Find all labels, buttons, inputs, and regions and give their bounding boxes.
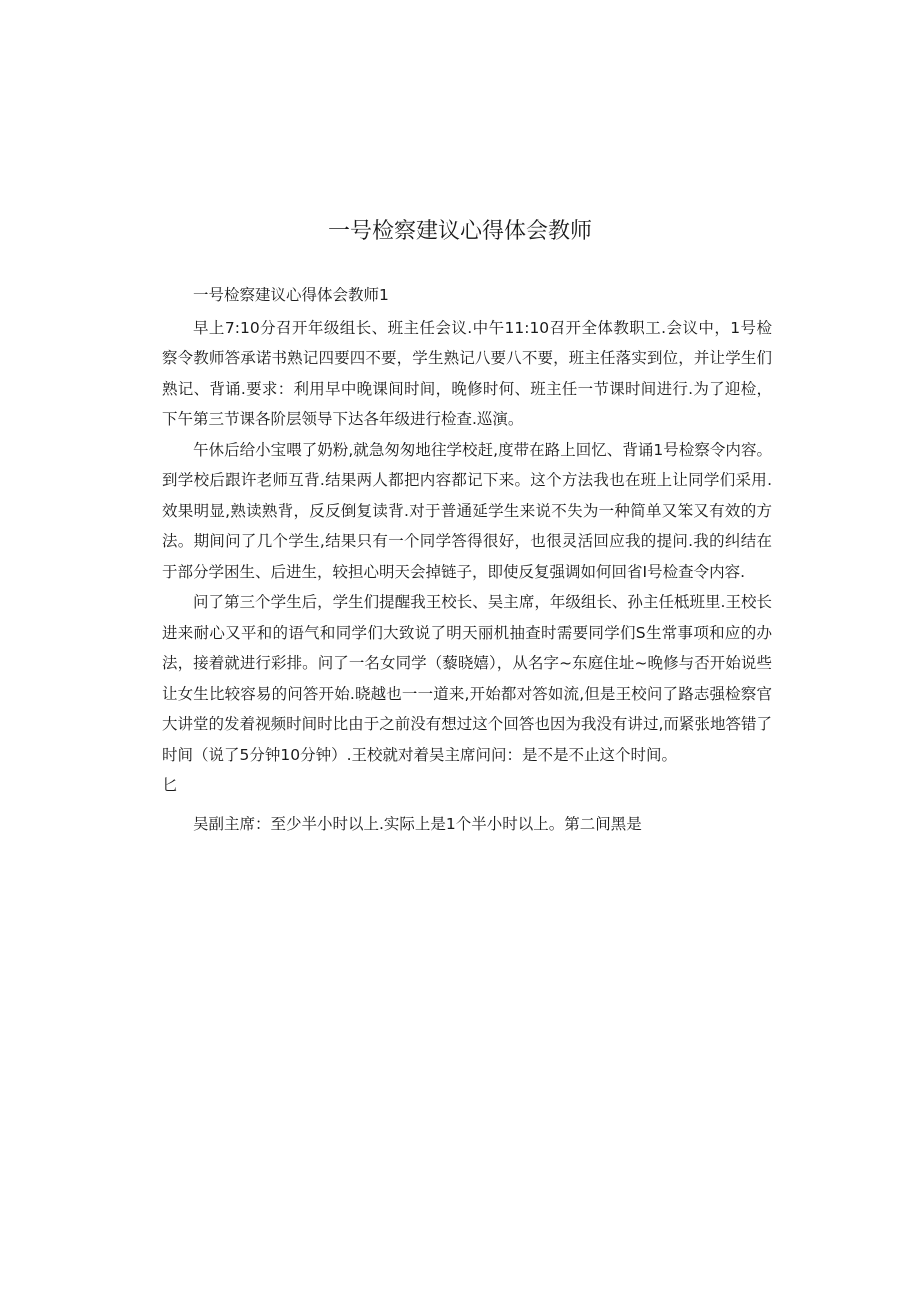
stray-mark: 匕 [162, 776, 178, 794]
paragraph-2: 午休后给小宝喂了奶粉,就急匆匆地往学校赶,度带在路上回忆、背诵1号检察令内容。到学校后跟许老师互背.结果两人都把内容都记下来。这个方法我也在班上让同学们采用.效果明显,熟读熟背，反反倒复读背.对于普通延学生来说不失为一种简单又笨又有效的方法。期间问了几个学生,结果只有一个同学答得很好，也很灵活回应我的提问.我的纠结在于部分学困生、后进生，较担心明天会掉链子，即使反复强调如何回省I号检查令内容. [162, 440, 772, 581]
paragraph-4: 吴副主席：至少半小时以上.实际上是1个半小时以上。第二间黑是 [193, 814, 642, 833]
paragraph-1: 早上7:10分召开年级组长、班主任会议.中午11:10召开全体教职工.会议中，1号检察令教师答承诺书熟记四要四不要，学生熟记八要八不要，班主任落实到位，并让学生们熟记、背诵.要求：利用早中晚课间时间，晚修时何、班主任一节课时间进行.为了迎检，下午第三节课各阶层领导下达各年级进行检查.巡演。 [162, 318, 772, 428]
document-title: 一号检察建议心得体会教师 [327, 219, 592, 244]
document-body [162, 280, 772, 839]
document-subtitle: 一号检察建议心得体会教师1 [193, 286, 389, 304]
paragraph-3: 问了第三个学生后，学生们提醒我王校长、吴主席，年级组长、孙主任柢班里.王校长进来耐心又平和的语气和同学们大致说了明天丽机抽查时需要同学们S生常事项和应的办法，接着就进行彩排。问了一名女同学（藜晓嬉），从名字~东庭住址~晚修与否开始说些让女生比较容易的问答开始.晓越也一一道来,开始都对答如流,但是王校问了路志强检察官大讲堂的发着视频时间时比由于之前没有想过这个回答也因为我没有讲过,而紧张地答错了时间（说了5分钟10分钟）.王校就对着吴主席问问：是不是不止这个时间。 [162, 593, 772, 764]
